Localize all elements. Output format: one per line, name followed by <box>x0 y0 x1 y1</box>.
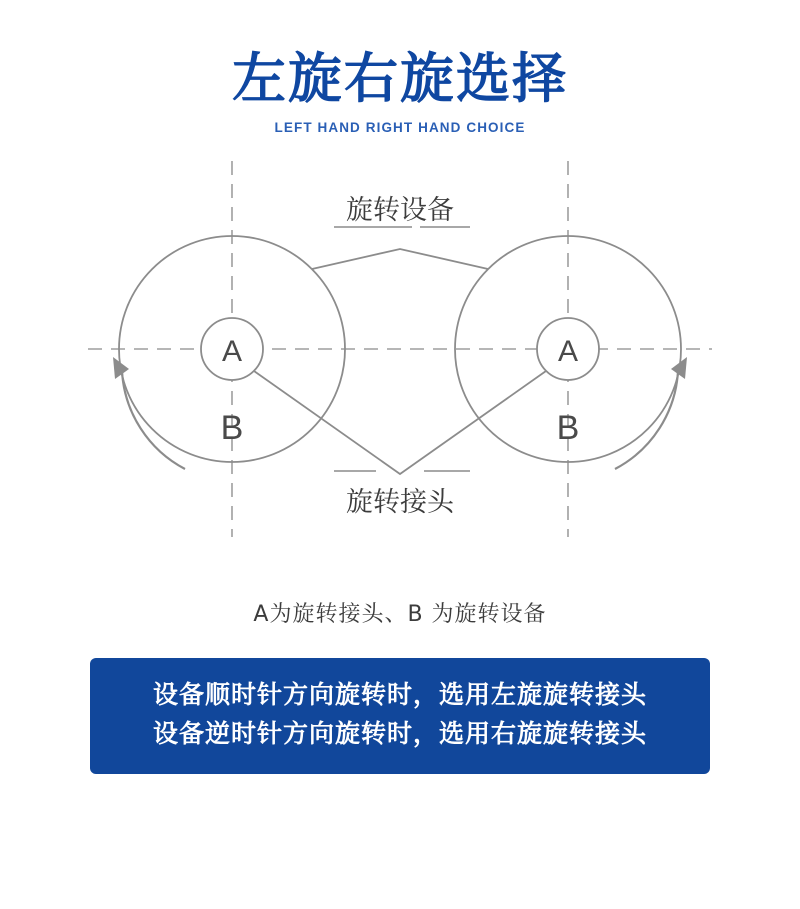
left-label-b: B <box>220 409 244 448</box>
note-box <box>90 658 710 774</box>
note-line-clockwise: 设备顺时针方向旋转时，选用左旋旋转接头 <box>152 680 647 710</box>
diagram-svg <box>0 149 800 569</box>
page-header <box>0 0 800 135</box>
right-label-b: B <box>556 409 580 448</box>
right-rotation-arrowhead <box>671 357 687 379</box>
upper-connector <box>312 249 488 269</box>
right-label-a: A <box>557 335 579 369</box>
label-rotating-equipment: 旋转设备 <box>346 195 454 227</box>
right-rotation-arc <box>615 371 678 469</box>
page-title: 左旋右旋选择 <box>232 47 568 110</box>
page-subtitle: LEFT HAND RIGHT HAND CHOICE <box>274 120 526 136</box>
diagram-caption: A为旋转接头、B 为旋转设备 <box>253 602 547 628</box>
left-rotation-arrowhead <box>113 357 129 379</box>
note-line-counterclockwise: 设备逆时针方向旋转时，选用右旋旋转接头 <box>152 718 647 748</box>
lower-connector <box>254 371 546 474</box>
rotary-joint-diagram <box>0 149 800 569</box>
left-label-a: A <box>221 335 243 369</box>
label-rotary-joint: 旋转接头 <box>346 487 454 519</box>
left-rotation-arc <box>122 371 185 469</box>
